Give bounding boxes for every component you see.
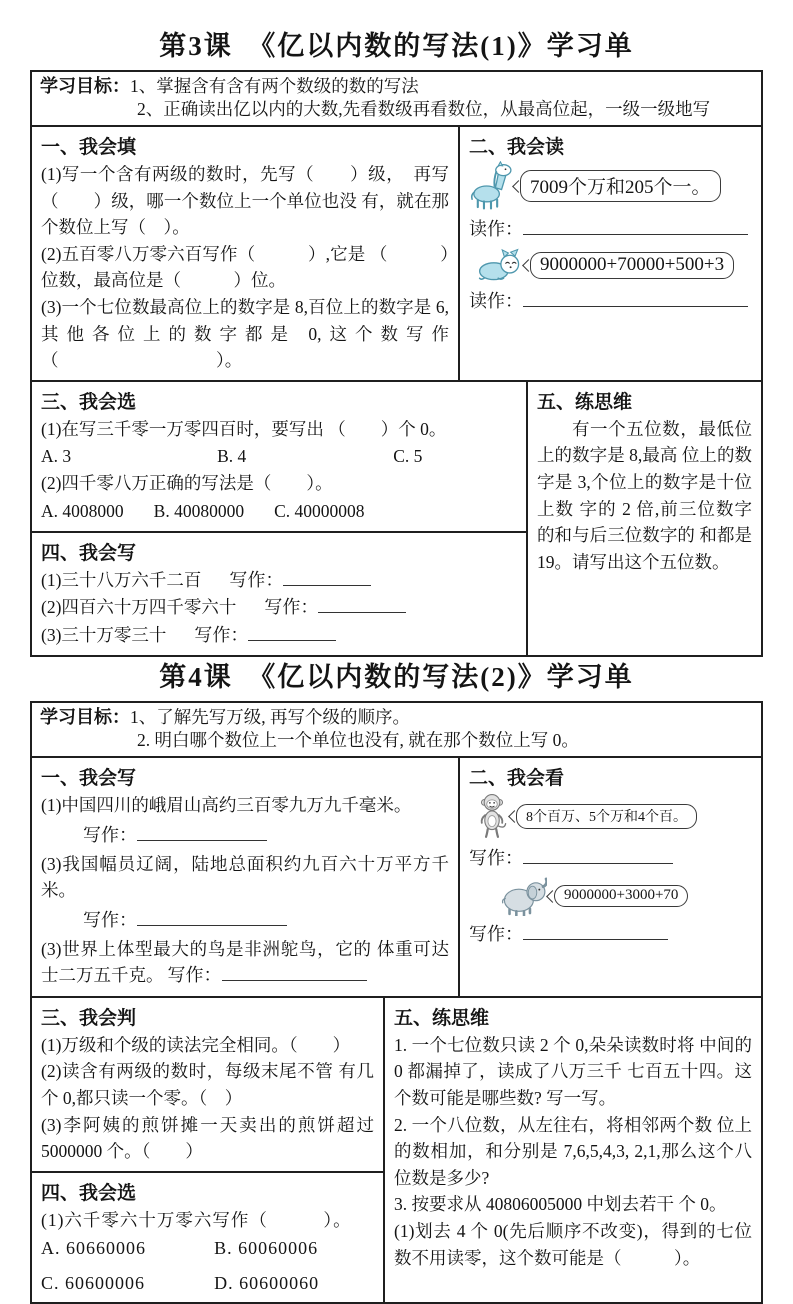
judge-item-2: (2)读含有两级的数时，每级末尾不管 有几个 0,都只读一个零。（ ）: [41, 1061, 374, 1108]
write-item-2: [41, 594, 517, 621]
write-text: (2)四百六十万四千零六十: [41, 597, 237, 618]
answer-blank: [222, 966, 367, 981]
elephant-icon: [501, 876, 547, 916]
fill-item-3: (3)一个七位数最高位上的数字是 8,百位上的数字是 6,其他各位上的数字都是 0,这个数写作（ ）。: [41, 296, 449, 371]
corgi-icon: [477, 247, 523, 283]
speech-bubble: 7009个万和205个一。: [520, 170, 721, 202]
lesson4-row-write-look: [32, 758, 761, 996]
lesson4-title: 第4课 《亿以内数的写法(2)》学习单: [159, 662, 634, 693]
option-a: A. 4008000: [41, 500, 124, 521]
lesson3-goals-line1: [40, 74, 753, 99]
write-text: (3)三十万零三十: [41, 624, 167, 645]
option-b: B. 4: [217, 446, 247, 467]
lesson4-left-column: [32, 998, 385, 1302]
answer-blank: [523, 925, 668, 940]
lesson4-section-choose: [32, 1173, 383, 1302]
lesson3-title: 第3课 《亿以内数的写法(1)》学习单: [159, 31, 634, 61]
write-prompt: 写作：: [83, 824, 137, 845]
lesson4-goals-line2: 2. 明白哪个数位上一个单位也没有, 就在那个数位上写 0。: [137, 730, 579, 751]
section-think-title: 五、练思维: [537, 391, 633, 413]
speech-bubble: 8个百万、5个万和4个百。: [516, 804, 697, 829]
section-judge-title: 三、我会判: [41, 1007, 137, 1029]
write-item-3: [41, 622, 517, 649]
lesson3-section-read: [460, 127, 761, 380]
read-answer-2: [469, 287, 752, 313]
think-item-4: (1)划去 4 个 0(先后顺序不改变)，得到的七位数不用读零，这个数可能是（ ）。: [394, 1220, 752, 1268]
lesson3-sheet: [30, 70, 763, 657]
monkey-icon: [475, 792, 509, 840]
pony-icon: [469, 161, 513, 211]
write-item-3: [41, 936, 449, 990]
read-answer-1: [469, 215, 752, 241]
choose-q1: (1)在写三千零一万零四百时，要写出 （ ）个 0。: [41, 418, 447, 439]
lesson3-goals-line2: 2、正确读出亿以内的大数,先看数级再看数位，从最高位起，一级一级地写: [137, 99, 711, 120]
lesson3-section-fill: [32, 127, 460, 380]
write-answer-1: [41, 821, 449, 847]
lesson3-section-write: [32, 533, 526, 655]
lesson3-left-column: [32, 382, 528, 655]
answer-blank: [137, 911, 287, 926]
section-look-title: 二、我会看: [469, 768, 565, 790]
read-prompt: 读作：: [469, 291, 523, 311]
look-item-2: [501, 876, 752, 916]
answer-blank: [523, 292, 748, 307]
lesson3-section-choose: [32, 382, 526, 533]
goals-text-1: 1、掌握含有含有两个数级的数的写法: [130, 75, 419, 96]
fill-item-1: (1)写一个含有两级的数时，先写（ ）级， 再写（ ）级，哪一个数位上一个单位也没 有，就在那个数位上写（ ）。: [41, 164, 449, 238]
think-item-3: 3. 按要求从 40806005000 中划去若干 个 0。: [394, 1194, 727, 1215]
goals-label: 学习目标：: [40, 706, 130, 727]
judge-item-3: (3)李阿姨的煎饼摊一天卖出的煎饼超过 5000000 个。（ ）: [41, 1114, 374, 1162]
lesson3-section-think: [528, 382, 761, 655]
think-item-2: 2. 一个八位数，从左往右，将相邻两个数 位上的数相加，和分别是 7,6,5,4,3, 2,1,那么这个八位数是多少?: [394, 1114, 752, 1188]
lesson4-section-think: [385, 998, 761, 1302]
read-item-1: [469, 161, 752, 211]
option-c: C. 40000008: [274, 500, 365, 521]
write-item-1: [41, 567, 517, 594]
look-item-1: [475, 792, 752, 840]
goals-text-1: 1、了解先写万级, 再写个级的顺序。: [130, 706, 410, 727]
write-item-1: (1)中国四川的峨眉山高约三百零九万九千毫米。: [41, 795, 412, 816]
speech-bubble: 9000000+70000+500+3: [530, 252, 734, 279]
choose-q1-options: [41, 442, 517, 470]
write-text: (1)三十八万六千二百: [41, 569, 202, 590]
read-prompt: 读作：: [469, 219, 523, 239]
lesson3-row-choose-write-think: [32, 380, 761, 655]
choose-q2-options: [41, 497, 517, 525]
option-c: C. 60600006: [41, 1272, 146, 1293]
look-prompt: 写作：: [469, 924, 523, 945]
lesson4-section-look: [460, 758, 761, 996]
write-prompt: 写作：: [83, 909, 137, 930]
section-write-title: 一、我会写: [41, 768, 137, 790]
read-item-2: [477, 247, 752, 283]
option-b: B. 40080000: [153, 500, 245, 521]
write-prompt: 写作：: [229, 569, 284, 590]
option-a: A. 3: [41, 446, 72, 467]
write-answer-2: [41, 906, 449, 932]
write-prompt: 写作：: [194, 624, 249, 645]
answer-blank: [523, 849, 673, 864]
section-fill-title: 一、我会填: [41, 137, 137, 158]
option-a: A. 60660006: [41, 1238, 146, 1259]
lesson4-section-write: [32, 758, 460, 996]
think-item-1: 1. 一个七位数只读 2 个 0,朵朵读数时将 中间的 0 都漏掉了，读成了八万三千 七百五十四。这个数可能是哪些数? 写一写。: [394, 1034, 752, 1108]
choose-q1-options: [41, 1236, 374, 1295]
lesson4-goals-line1: [40, 705, 753, 730]
choose-q1: (1)六千零六十万零六写作（ ）。: [41, 1209, 352, 1230]
answer-blank: [248, 626, 336, 641]
look-prompt: 写作：: [469, 848, 523, 869]
answer-blank: [523, 220, 748, 235]
look-answer-1: [469, 844, 752, 870]
speech-bubble: 9000000+3000+70: [554, 885, 688, 907]
lesson4-row-judge-choose-think: [32, 996, 761, 1302]
look-answer-2: [469, 920, 752, 946]
choose-q2: (2)四千零八万正确的写法是（ ）。: [41, 473, 333, 494]
lesson4-goals: [32, 703, 761, 758]
answer-blank: [137, 826, 267, 841]
answer-blank: [283, 571, 371, 586]
lesson4-section-judge: [32, 998, 383, 1173]
section-read-title: 二、我会读: [469, 137, 565, 158]
option-b: B. 60060006: [214, 1238, 319, 1259]
lesson3-goals: [32, 72, 761, 127]
write-prompt: 写作：: [167, 965, 222, 986]
option-c: C. 5: [393, 446, 423, 467]
think-body: 有一个五位数，最低位上的数字是 8,最高 位上的数字是 3,个位上的数字是十位上数 字的 2 倍,前三位数字的和与后三位数字的 和都是 19。请写出这个五位数。: [537, 418, 752, 572]
option-d: D. 60600060: [214, 1272, 320, 1293]
section-choose-title: 四、我会选: [41, 1182, 137, 1204]
write-prompt: 写作：: [264, 597, 319, 618]
lesson3-row-fill-read: [32, 127, 761, 380]
write-text: (3)世界上体型最大的鸟是非洲鸵鸟，它的 体重可达士二万五千克。: [41, 938, 449, 986]
goals-label: 学习目标：: [40, 75, 130, 96]
write-item-2: (3)我国幅员辽阔，陆地总面积约九百六十万平方千米。: [41, 853, 449, 901]
section-choose-title: 三、我会选: [41, 391, 137, 413]
lesson4-sheet: [30, 701, 763, 1304]
answer-blank: [318, 598, 406, 613]
fill-item-2: (2)五百零八万零六百写作（ ）,它是 （ ）位数，最高位是（ ）位。: [41, 243, 449, 291]
section-think-title: 五、练思维: [394, 1007, 490, 1029]
section-write-title: 四、我会写: [41, 542, 137, 564]
judge-item-1: (1)万级和个级的读法完全相同。（ ）: [41, 1034, 351, 1055]
